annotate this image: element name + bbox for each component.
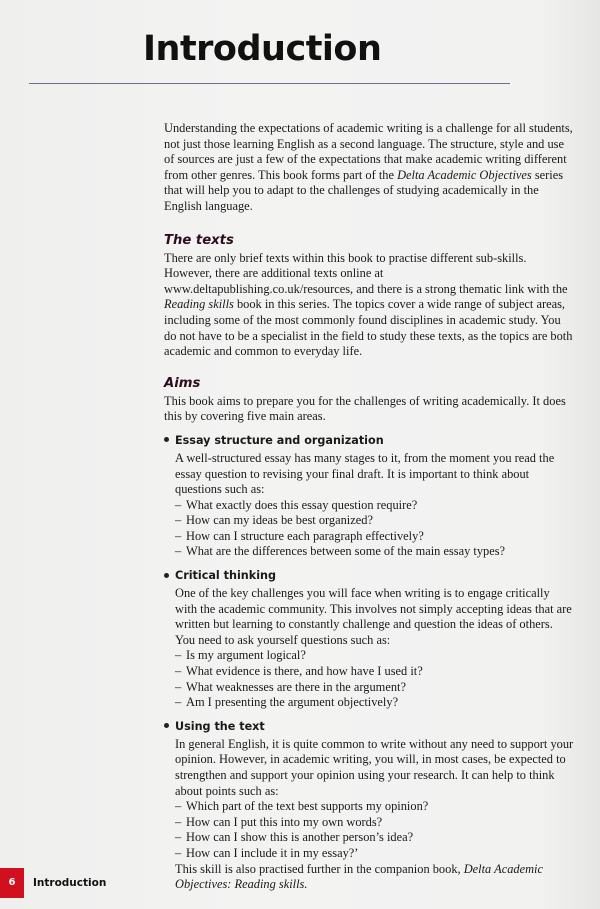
page-title: Introduction — [143, 29, 382, 69]
intro-text-1: Understanding the expectations of academic writing is a challenge for all students, not just those learning English as a second language. The structure, style and use of sources are just a few of the expectations that make academic writing different from other genres. This book forms part of the — [164, 121, 573, 182]
question-item: – Am I presenting the argument objectively? — [175, 695, 574, 711]
aim-description: In general English, it is quite common to write without any need to support your opinion. However, in academic writing, you will, in most cases, be expected to strengthen and support your opinion using your research. It can help to think about points such as: — [175, 736, 574, 798]
aim-heading — [164, 433, 574, 448]
aim-body — [164, 737, 574, 893]
question-item: – Which part of the text best supports my opinion? — [175, 799, 574, 815]
question-item: – How can I put this into my own words? — [175, 815, 574, 831]
question-item: – What evidence is there, and how have I used it? — [175, 664, 574, 680]
aim-heading — [164, 719, 574, 734]
aim-item — [164, 433, 574, 560]
footer-section-label: Introduction — [33, 877, 107, 889]
section-the-texts — [164, 232, 574, 360]
question-list — [175, 498, 574, 560]
question-item: – How can I show this is another person’s idea? — [175, 830, 574, 846]
question-item: – How can my ideas be best organized? — [175, 513, 574, 529]
page-content — [164, 121, 574, 901]
question-item: – How can I structure each paragraph effectively? — [175, 529, 574, 545]
aim-body — [164, 586, 574, 711]
section-heading-aims: Aims — [164, 375, 201, 391]
question-item: – What weaknesses are there in the argument? — [175, 680, 574, 696]
aim-heading — [164, 568, 574, 583]
aim-title: Critical thinking — [175, 569, 277, 583]
aim-item — [164, 568, 574, 711]
bullet-icon — [164, 573, 169, 578]
closing-text: This skill is also practised further in the companion book, — [175, 861, 464, 876]
title-rule — [29, 83, 510, 84]
aim-description: A well-structured essay has many stages to it, from the moment you read the essay question to revising your final draft. It is important to think about questions such as: — [175, 450, 555, 497]
bullet-icon — [164, 437, 169, 442]
texts-text-2: book in this series. The topics cover a wide range of subject areas, including some of the most commonly found disciplines in academic study. You do not have to be a specialist in the field to study these texts, as the topics are both academic and common to everyday life. — [164, 297, 573, 359]
section-aims — [164, 375, 574, 893]
intro-paragraph — [164, 121, 574, 215]
aim-body — [164, 451, 574, 560]
intro-series-title: Delta Academic Objectives — [397, 167, 532, 182]
companion-book-title: Delta Academic Objectives: Reading skills. — [175, 861, 543, 892]
question-list — [175, 799, 574, 861]
texts-text-1: There are only brief texts within this book to practise different sub-skills. However, there are additional texts online at www.deltapublishing.co.uk/resources, and there is a strong thematic link with the — [164, 250, 568, 296]
aim-description: One of the key challenges you will face when writing is to engage critically with the academic community. This involves not simply accepting ideas that are written but learning to constantly challenge and question the ideas of others. You need to ask yourself questions such as: — [175, 586, 572, 647]
section-heading-texts: The texts — [164, 232, 234, 248]
question-item: – What are the differences between some of the main essay types? — [175, 544, 574, 560]
aim-closing — [175, 862, 574, 893]
texts-paragraph — [164, 251, 574, 360]
texts-book-title: Reading skills — [164, 297, 234, 312]
bullet-icon — [164, 723, 169, 728]
question-list — [175, 648, 574, 710]
aim-item — [164, 719, 574, 893]
aims-intro: This book aims to prepare you for the challenges of writing academically. It does this by covering five main areas. — [164, 393, 566, 424]
question-item: – How can I include it in my essay?’ — [175, 846, 574, 862]
aim-title: Essay structure and organization — [175, 433, 384, 447]
aim-title: Using the text — [175, 719, 265, 733]
intro-text-2: series that will help you to adapt to the challenges of studying academically in the English language. — [164, 167, 564, 213]
page-number-badge: 6 — [0, 868, 24, 898]
question-item: – Is my argument logical? — [175, 648, 574, 664]
question-item: – What exactly does this essay question require? — [175, 498, 574, 514]
